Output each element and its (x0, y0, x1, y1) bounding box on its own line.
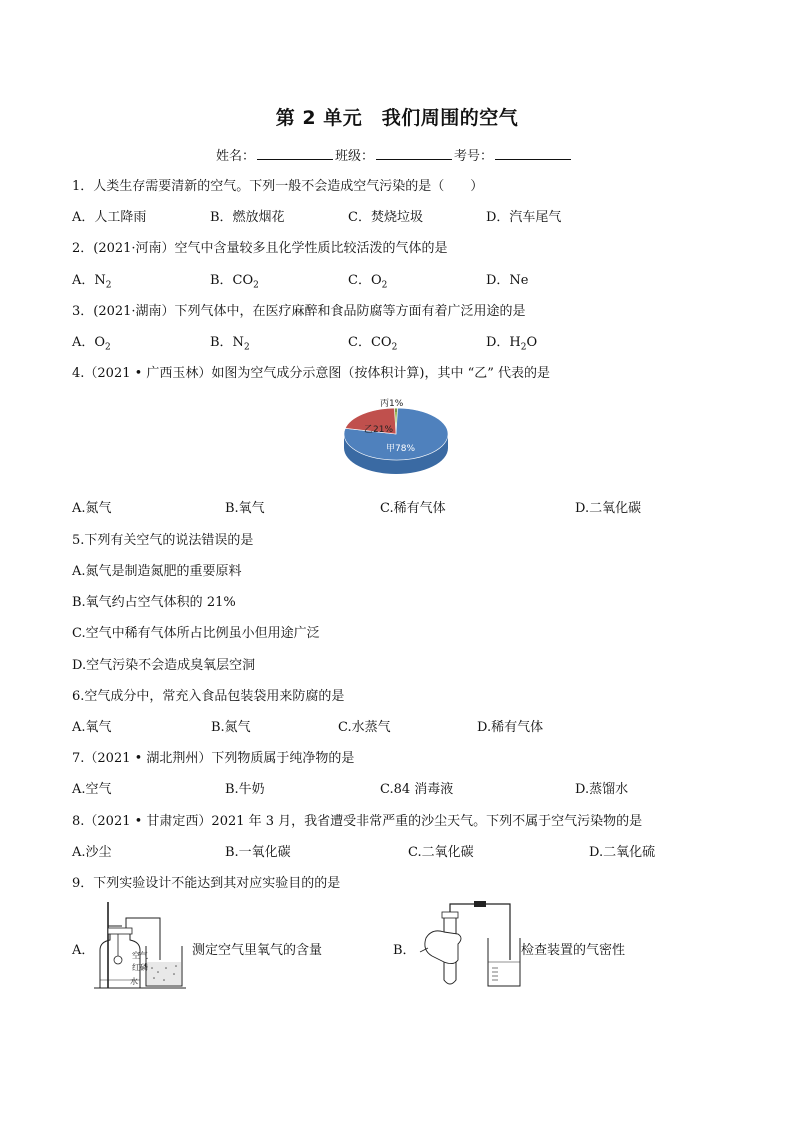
q2-option-a[interactable] (72, 269, 112, 291)
q4-option-d[interactable]: D.二氧化碳 (575, 501, 642, 516)
q6-stem: 6.空气成分中，常充入食品包装袋用来防腐的是 (72, 689, 345, 704)
q3-a-sub: 2 (105, 342, 111, 353)
q3-option-d[interactable] (486, 331, 537, 353)
q3-a-text: A．O (72, 335, 106, 350)
q1-option-b[interactable]: B．燃放烟花 (210, 210, 285, 225)
q8-stem: 8.（2021 • 甘肃定西）2021 年 3 月，我省遭受非常严重的沙尘天气。下列不属于空气污染物的是 (72, 814, 643, 829)
q4-stem: 4.（2021 • 广西玉林）如图为空气成分示意图（按体积计算)，其中 “乙” 代表的是 (72, 366, 551, 381)
q2-a-sub: 2 (105, 280, 112, 291)
q1-option-c[interactable]: C．焚烧垃圾 (348, 210, 423, 225)
air-composition-pie-chart (338, 392, 454, 482)
q3-d-tail: O (526, 335, 538, 350)
q6-option-d[interactable]: D.稀有气体 (477, 720, 544, 735)
q5-option-a[interactable]: A.氮气是制造氮肥的重要原料 (72, 564, 242, 579)
q4-option-c[interactable]: C.稀有气体 (380, 501, 446, 516)
class-blank[interactable] (376, 147, 452, 160)
q3-option-b[interactable] (210, 331, 250, 353)
q6-option-a[interactable]: A.氧气 (72, 720, 112, 735)
q5-option-b[interactable]: B.氧气约占空气体积的 21% (72, 595, 236, 610)
q3-c-sub: 2 (391, 342, 398, 353)
pie-label-yi: 乙21% (364, 425, 394, 435)
q6-option-b[interactable]: B.氮气 (211, 720, 251, 735)
q2-option-d[interactable]: D．Ne (486, 273, 529, 288)
q7-option-b[interactable]: B.牛奶 (225, 782, 265, 797)
q3-b-text: B．N (210, 335, 244, 350)
q9-option-b-label[interactable]: B． (393, 943, 416, 958)
fig-label-air: 空气 (132, 951, 148, 960)
q9-option-a-label[interactable]: A． (72, 943, 95, 958)
fig-label-red-phosphorus: 红磷 (132, 963, 148, 972)
pie-label-jia: 甲78% (386, 444, 416, 454)
q5-stem: 5.下列有关空气的说法错误的是 (72, 533, 254, 548)
q3-stem: 3．(2021·湖南）下列气体中，在医疗麻醉和食品防腐等方面有着广泛用途的是 (72, 304, 526, 319)
q2-option-c[interactable] (348, 269, 387, 291)
q5-option-d[interactable]: D.空气污染不会造成臭氧层空洞 (72, 658, 256, 673)
q9-option-b-text: 检查装置的气密性 (521, 943, 626, 958)
fig-label-water: 水 (130, 977, 138, 986)
q8-option-c[interactable]: C.二氧化碳 (408, 845, 474, 860)
pie-label-bing: 丙1% (380, 399, 404, 409)
q2-b-sub: 2 (253, 280, 259, 291)
q7-option-c[interactable]: C.84 消毒液 (380, 782, 454, 797)
q8-option-b[interactable]: B.一氧化碳 (225, 845, 291, 860)
student-info (216, 145, 573, 164)
phosphorus-oxygen-apparatus-figure (94, 898, 188, 994)
q9-stem: 9．下列实验设计不能达到其对应实验目的的是 (72, 876, 341, 891)
q7-option-d[interactable]: D.蒸馏水 (575, 782, 629, 797)
exam-label: 考号： (454, 149, 494, 164)
q7-option-a[interactable]: A.空气 (72, 782, 112, 797)
q3-option-a[interactable] (72, 331, 111, 353)
q1-stem: 1．人类生存需要清新的空气。下列一般不会造成空气污染的是（ ） (72, 179, 484, 194)
q8-option-d[interactable]: D.二氧化硫 (589, 845, 656, 860)
q3-option-c[interactable] (348, 331, 397, 353)
class-label: 班级： (335, 149, 375, 164)
q2-c-sub: 2 (381, 280, 388, 291)
q1-option-a[interactable]: A．人工降雨 (72, 210, 147, 225)
q6-option-c[interactable]: C.水蒸气 (338, 720, 391, 735)
q8-option-a[interactable]: A.沙尘 (72, 845, 112, 860)
q3-d-sub: 2 (520, 342, 527, 353)
q2-a-text: A．N (72, 273, 106, 288)
q2-b-text: B．CO (210, 273, 254, 288)
name-blank[interactable] (257, 147, 333, 160)
q2-option-b[interactable] (210, 269, 259, 291)
exam-blank[interactable] (495, 147, 571, 160)
q3-c-text: C．CO (348, 335, 392, 350)
q4-option-a[interactable]: A.氮气 (72, 501, 112, 516)
airtightness-check-figure (418, 898, 522, 994)
q3-b-sub: 2 (243, 342, 250, 353)
q4-option-b[interactable]: B.氧气 (225, 501, 265, 516)
q1-option-d[interactable]: D．汽车尾气 (486, 210, 562, 225)
q2-c-text: C．O (348, 273, 382, 288)
name-label: 姓名： (216, 149, 256, 164)
q3-d-text: D．H (486, 335, 521, 350)
q2-stem: 2．(2021·河南）空气中含量较多且化学性质比较活泼的气体的是 (72, 241, 448, 256)
q7-stem: 7.（2021 • 湖北荆州）下列物质属于纯净物的是 (72, 751, 355, 766)
page-title: 第 2 单元 我们周围的空气 (275, 107, 519, 129)
q9-option-a-text: 测定空气里氧气的含量 (192, 943, 323, 958)
q5-option-c[interactable]: C.空气中稀有气体所占比例虽小但用途广泛 (72, 626, 320, 641)
